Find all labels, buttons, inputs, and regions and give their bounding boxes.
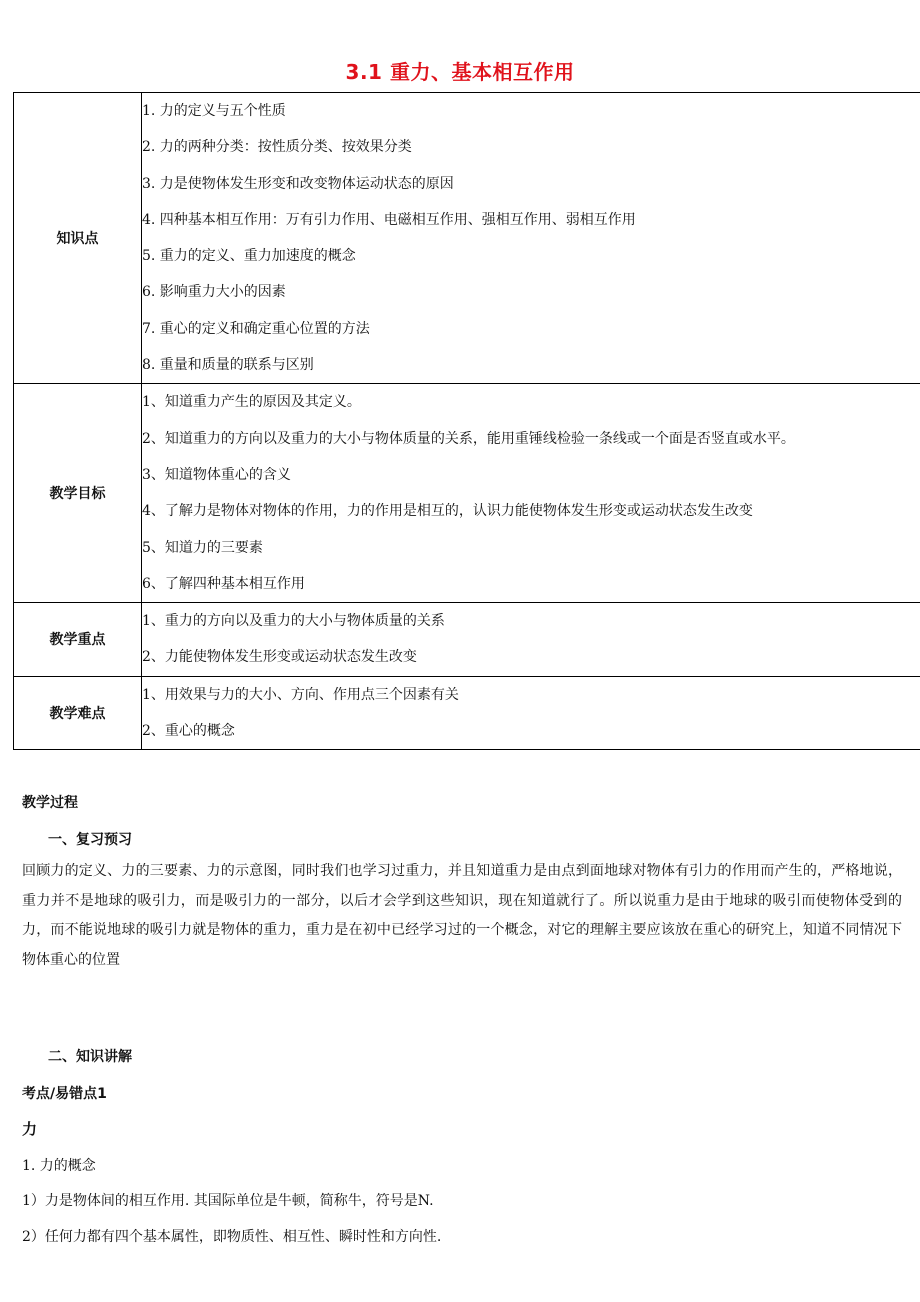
list-item: 1、重力的方向以及重力的大小与物体质量的关系: [142, 613, 445, 630]
row-header: 教学重点: [14, 603, 142, 677]
row-content: [142, 676, 920, 750]
list-item: 4. 四种基本相互作用：万有引力作用、电磁相互作用、强相互作用、弱相互作用: [142, 211, 636, 228]
concept-heading: 1. 力的概念: [22, 1158, 96, 1174]
lecture-heading: 二、知识讲解: [48, 1049, 132, 1065]
list-item: 6. 影响重力大小的因素: [142, 284, 286, 301]
table-row: [14, 603, 920, 677]
point-heading: 考点/易错点1: [22, 1086, 107, 1102]
row-content: [142, 93, 920, 384]
process-heading: 教学过程: [22, 795, 78, 811]
list-item: 8. 重量和质量的联系与区别: [142, 357, 314, 374]
list-item: 1、知道重力产生的原因及其定义。: [142, 394, 361, 411]
list-item: 1、用效果与力的大小、方向、作用点三个因素有关: [142, 686, 459, 703]
review-heading: 一、复习预习: [48, 832, 132, 848]
list-item: 1. 力的定义与五个性质: [142, 103, 286, 119]
table-row: [14, 384, 920, 603]
list-item: 2、知道重力的方向以及重力的大小与物体质量的关系，能用重锤线检验一条线或一个面是否竖直或水平。: [142, 430, 795, 447]
row-content: [142, 603, 920, 677]
list-item: 2、力能使物体发生形变或运动状态发生改变: [142, 649, 417, 666]
page-title: 3.1 重力、基本相互作用: [345, 60, 575, 84]
row-header: 教学难点: [14, 676, 142, 750]
list-item: 5. 重力的定义、重力加速度的概念: [142, 248, 356, 265]
row-header: 知识点: [14, 93, 142, 384]
table-row: [14, 676, 920, 750]
concept-item: 1）力是物体间的相互作用. 其国际单位是牛顿，简称牛，符号是N.: [22, 1193, 434, 1209]
list-item: 3. 力是使物体发生形变和改变物体运动状态的原因: [142, 175, 454, 192]
list-item: 7. 重心的定义和确定重心位置的方法: [142, 320, 370, 337]
lesson-outline-table: [13, 92, 920, 750]
review-paragraph: 回顾力的定义、力的三要素、力的示意图，同时我们也学习过重力，并且知道重力是由点到面地球对物体有引力的作用而产生的，严格地说，重力并不是地球的吸引力，而是吸引力的一部分，以后才会学到这些知识，现在知道就行了。所以说重力是由于地球的吸引而使物体受到的力，而不能说地球的吸引力就是物体的重力，重力是在初中已经学习过的一个概念，对它的理解主要应该放在重心的研究上，知道不同情况下物体重心的位置: [22, 863, 902, 968]
list-item: 6、了解四种基本相互作用: [142, 575, 305, 592]
table-row: [14, 93, 920, 384]
list-item: 5、知道力的三要素: [142, 539, 263, 556]
list-item: 2、重心的概念: [142, 723, 235, 740]
row-header: 教学目标: [14, 384, 142, 603]
topic-heading: 力: [22, 1120, 38, 1138]
list-item: 3、知道物体重心的含义: [142, 466, 291, 483]
list-item: 2. 力的两种分类：按性质分类、按效果分类: [142, 139, 412, 156]
concept-item: 2）任何力都有四个基本属性，即物质性、相互性、瞬时性和方向性.: [22, 1229, 442, 1245]
list-item: 4、了解力是物体对物体的作用，力的作用是相互的，认识力能使物体发生形变或运动状态发生改变: [142, 503, 753, 520]
row-content: [142, 384, 920, 603]
